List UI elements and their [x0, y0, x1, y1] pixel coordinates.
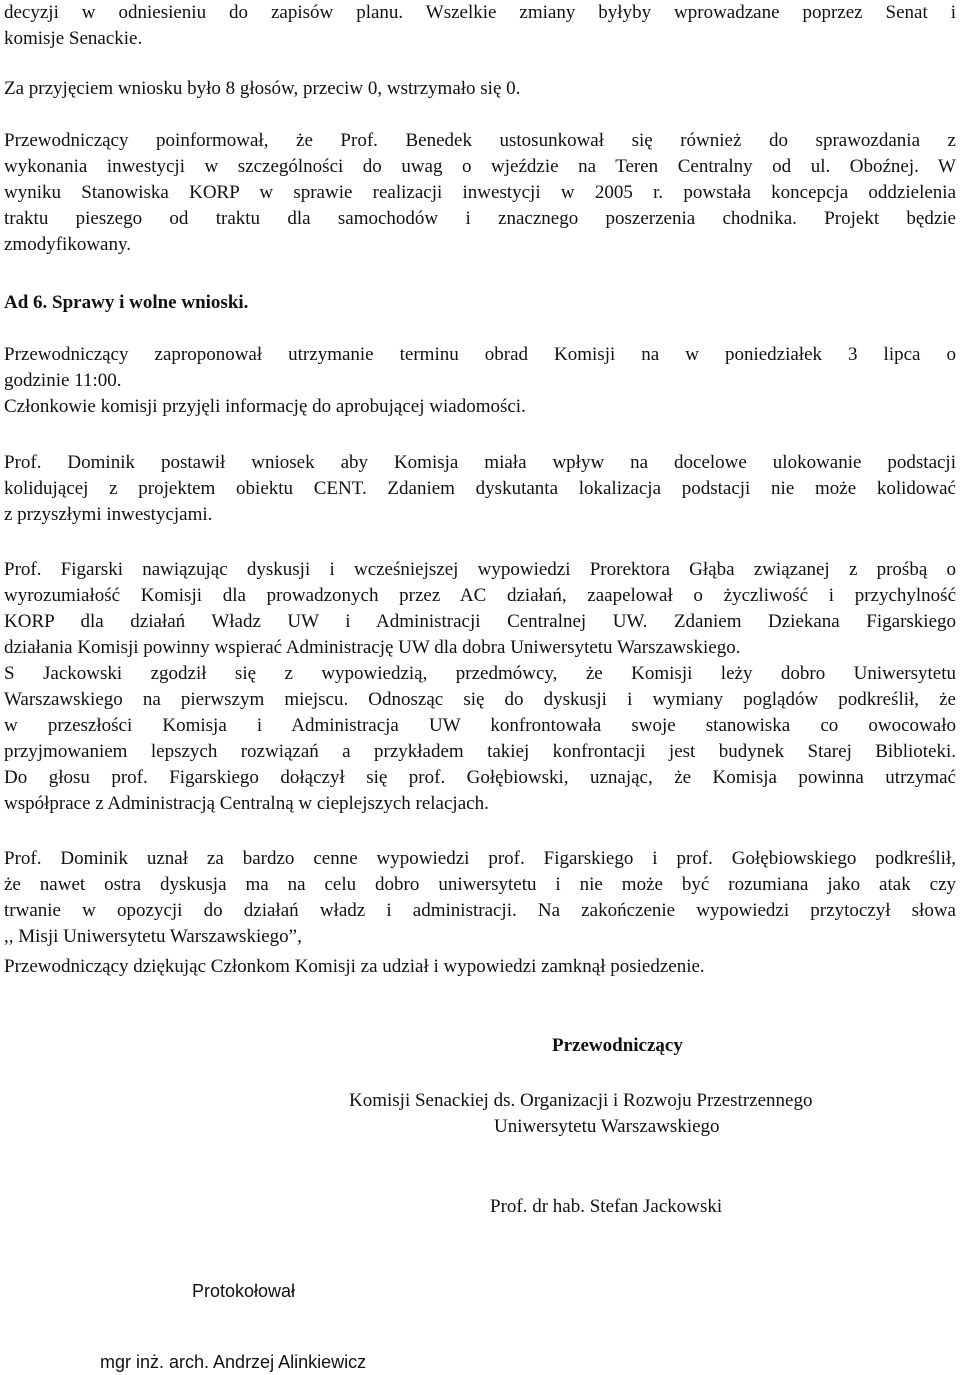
paragraph-dominik-closing: [4, 846, 956, 950]
text-line: współprace z Administracją Centralną w cieplejszych relacjach.: [4, 793, 489, 814]
text-line: wyniku Stanowiska KORP w sprawie realizacji inwestycji w 2005 r. powstała koncepcja oddzielenia: [4, 182, 956, 203]
paragraph-next-meeting: [4, 342, 956, 420]
text-line: kolidującej z projektem obiektu CENT. Zdaniem dyskutanta lokalizacja podstacji nie może kolidować: [4, 478, 956, 499]
protocol-label: Protokołował: [192, 1281, 296, 1301]
paragraph-vote-result: [4, 76, 956, 102]
protocol-name: mgr inż. arch. Andrzej Alinkiewicz: [100, 1352, 367, 1372]
text-line: Członkowie komisji przyjęli informację do aprobującej wiadomości.: [4, 396, 526, 417]
paragraph-senate-decision: [4, 0, 956, 52]
text-line: KORP dla działań Władz UW i Administracji Centralnej UW. Zdaniem Dziekana Figarskiego: [4, 611, 956, 632]
text-line: S Jackowski zgodził się z wypowiedzią, przedmówcy, że Komisji leży dobro Uniwersytetu: [4, 663, 956, 684]
text-line: Prof. Dominik uznał za bardzo cenne wypowiedzi prof. Figarskiego i prof. Gołębiowskiego podkreślił,: [4, 848, 956, 869]
text-line: Prof. Figarski nawiązując dyskusji i wcześniejszej wypowiedzi Prorektora Głąba związanej z prośbą o: [4, 559, 956, 580]
text-line: Przewodniczący poinformował, że Prof. Benedek ustosunkował się również do sprawozdania z: [4, 130, 956, 151]
paragraph-dominik-motion: [4, 450, 956, 528]
text-line: działania Komisji powinny wspierać Administrację UW dla dobra Uniwersytetu Warszawskiego.: [4, 637, 741, 658]
text-line: zmodyfikowany.: [4, 234, 131, 255]
paragraph-meeting-closed: [4, 954, 956, 980]
text-line: przyjmowaniem lepszych rozwiązań a przykładem takiej konfrontacji jest budynek Starej Biblioteki.: [4, 741, 956, 762]
paragraph-benedek-report: [4, 128, 956, 258]
text-line: trwanie w opozycji do działań władz i administracji. Na zakończenie wypowiedzi przytoczył słowa: [4, 900, 956, 921]
paragraph-figarski-discussion: [4, 557, 956, 817]
section-heading: Ad 6. Sprawy i wolne wnioski.: [4, 292, 249, 313]
text-line: w przeszłości Komisja i Administracja UW konfrontowała swoje stanowiska co owocowało: [4, 715, 956, 736]
signature-committee-line1: Komisji Senackiej ds. Organizacji i Rozwoju Przestrzennego: [349, 1090, 813, 1111]
text-line: Warszawskiego na pierwszym miejscu. Odnosząc się do dyskusji i wymiany poglądów podkreślił, że: [4, 689, 956, 710]
text-line: że nawet ostra dyskusja ma na celu dobro uniwersytetu i nie może być rozumiana jako atak czy: [4, 874, 956, 895]
text-line: decyzji w odniesieniu do zapisów planu. Wszelkie zmiany byłyby wprowadzane poprzez Senat i: [4, 2, 956, 23]
text-line: komisje Senackie.: [4, 28, 143, 49]
text-line: Przewodniczący dziękując Członkom Komisji za udział i wypowiedzi zamknął posiedzenie.: [4, 956, 705, 977]
text-line: Do głosu prof. Figarskiego dołączył się prof. Gołębiowski, uznając, że Komisja powinna utrzymać: [4, 767, 956, 788]
text-line: z przyszłymi inwestycjami.: [4, 504, 213, 525]
signature-role: Przewodniczący: [552, 1035, 683, 1056]
text-line: traktu pieszego od traktu dla samochodów i znacznego poszerzenia chodnika. Projekt będzie: [4, 208, 956, 229]
text-line: godzinie 11:00.: [4, 370, 122, 391]
text-line: Prof. Dominik postawił wniosek aby Komisja miała wpływ na docelowe ulokowanie podstacji: [4, 452, 956, 473]
text-line: wykonania inwestycji w szczególności do uwag o wjeździe na Teren Centralny od ul. Oboźnej. W: [4, 156, 956, 177]
signature-committee-line2: Uniwersytetu Warszawskiego: [494, 1116, 720, 1137]
text-line: ,, Misji Uniwersytetu Warszawskiego”,: [4, 926, 302, 947]
signature-name: Prof. dr hab. Stefan Jackowski: [490, 1196, 723, 1217]
text-line: wyrozumiałość Komisji dla prowadzonych przez AC działań, zaapelował o życzliwość i przychylność: [4, 585, 956, 606]
text-line: Przewodniczący zaproponował utrzymanie terminu obrad Komisji na w poniedziałek 3 lipca o: [4, 344, 956, 365]
text-line: Za przyjęciem wniosku było 8 głosów, przeciw 0, wstrzymało się 0.: [4, 78, 521, 99]
